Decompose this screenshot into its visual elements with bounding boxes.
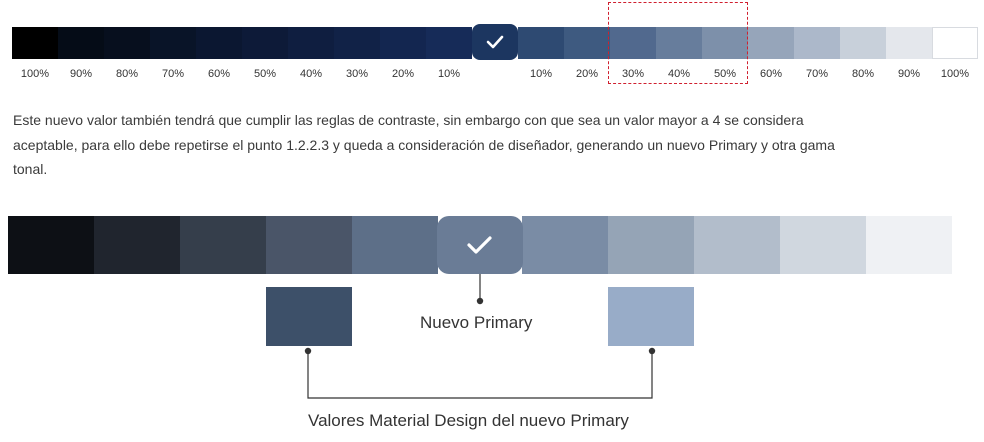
tone-percentage-label: 40% <box>299 68 323 80</box>
description-paragraph: Este nuevo valor también tendrá que cumplir las reglas de contraste, sin embargo con que sea un valor mayor a 4 se considera aceptable, para ello debe repetirse el punto 1.2.2.3 y queda a consideración de diseñador, generando un nuevo Primary y otra gama tonal. <box>13 112 835 177</box>
tone-percentage-label: 90% <box>69 68 93 80</box>
tone-percentage-label: 40% <box>667 68 691 80</box>
tone-percentage-label: 10% <box>529 68 553 80</box>
tone-percentage-label: 90% <box>897 68 921 80</box>
connector-dot <box>477 298 483 304</box>
tone-percentage-label: 80% <box>851 68 875 80</box>
nuevo-primary-caption: Nuevo Primary <box>420 313 533 332</box>
tone-percentage-label: 100% <box>20 68 50 80</box>
tone-percentage-label: 10% <box>437 68 461 80</box>
tone-percentage-label: 60% <box>207 68 231 80</box>
tone-percentage-label: 20% <box>575 68 599 80</box>
tone-percentage-label: 30% <box>345 68 369 80</box>
tone-percentage-label: 60% <box>759 68 783 80</box>
tone-percentage-label: 30% <box>621 68 645 80</box>
tone-percentage-label: 20% <box>391 68 415 80</box>
tone-percentage-label: 100% <box>940 68 970 80</box>
material-values-caption: Valores Material Design del nuevo Primary <box>308 411 629 430</box>
tone-percentage-label: 50% <box>253 68 277 80</box>
tone-percentage-label: 50% <box>713 68 737 80</box>
tone-percentage-label: 80% <box>115 68 139 80</box>
tone-percentage-label: 70% <box>805 68 829 80</box>
tone-percentage-label: 70% <box>161 68 185 80</box>
